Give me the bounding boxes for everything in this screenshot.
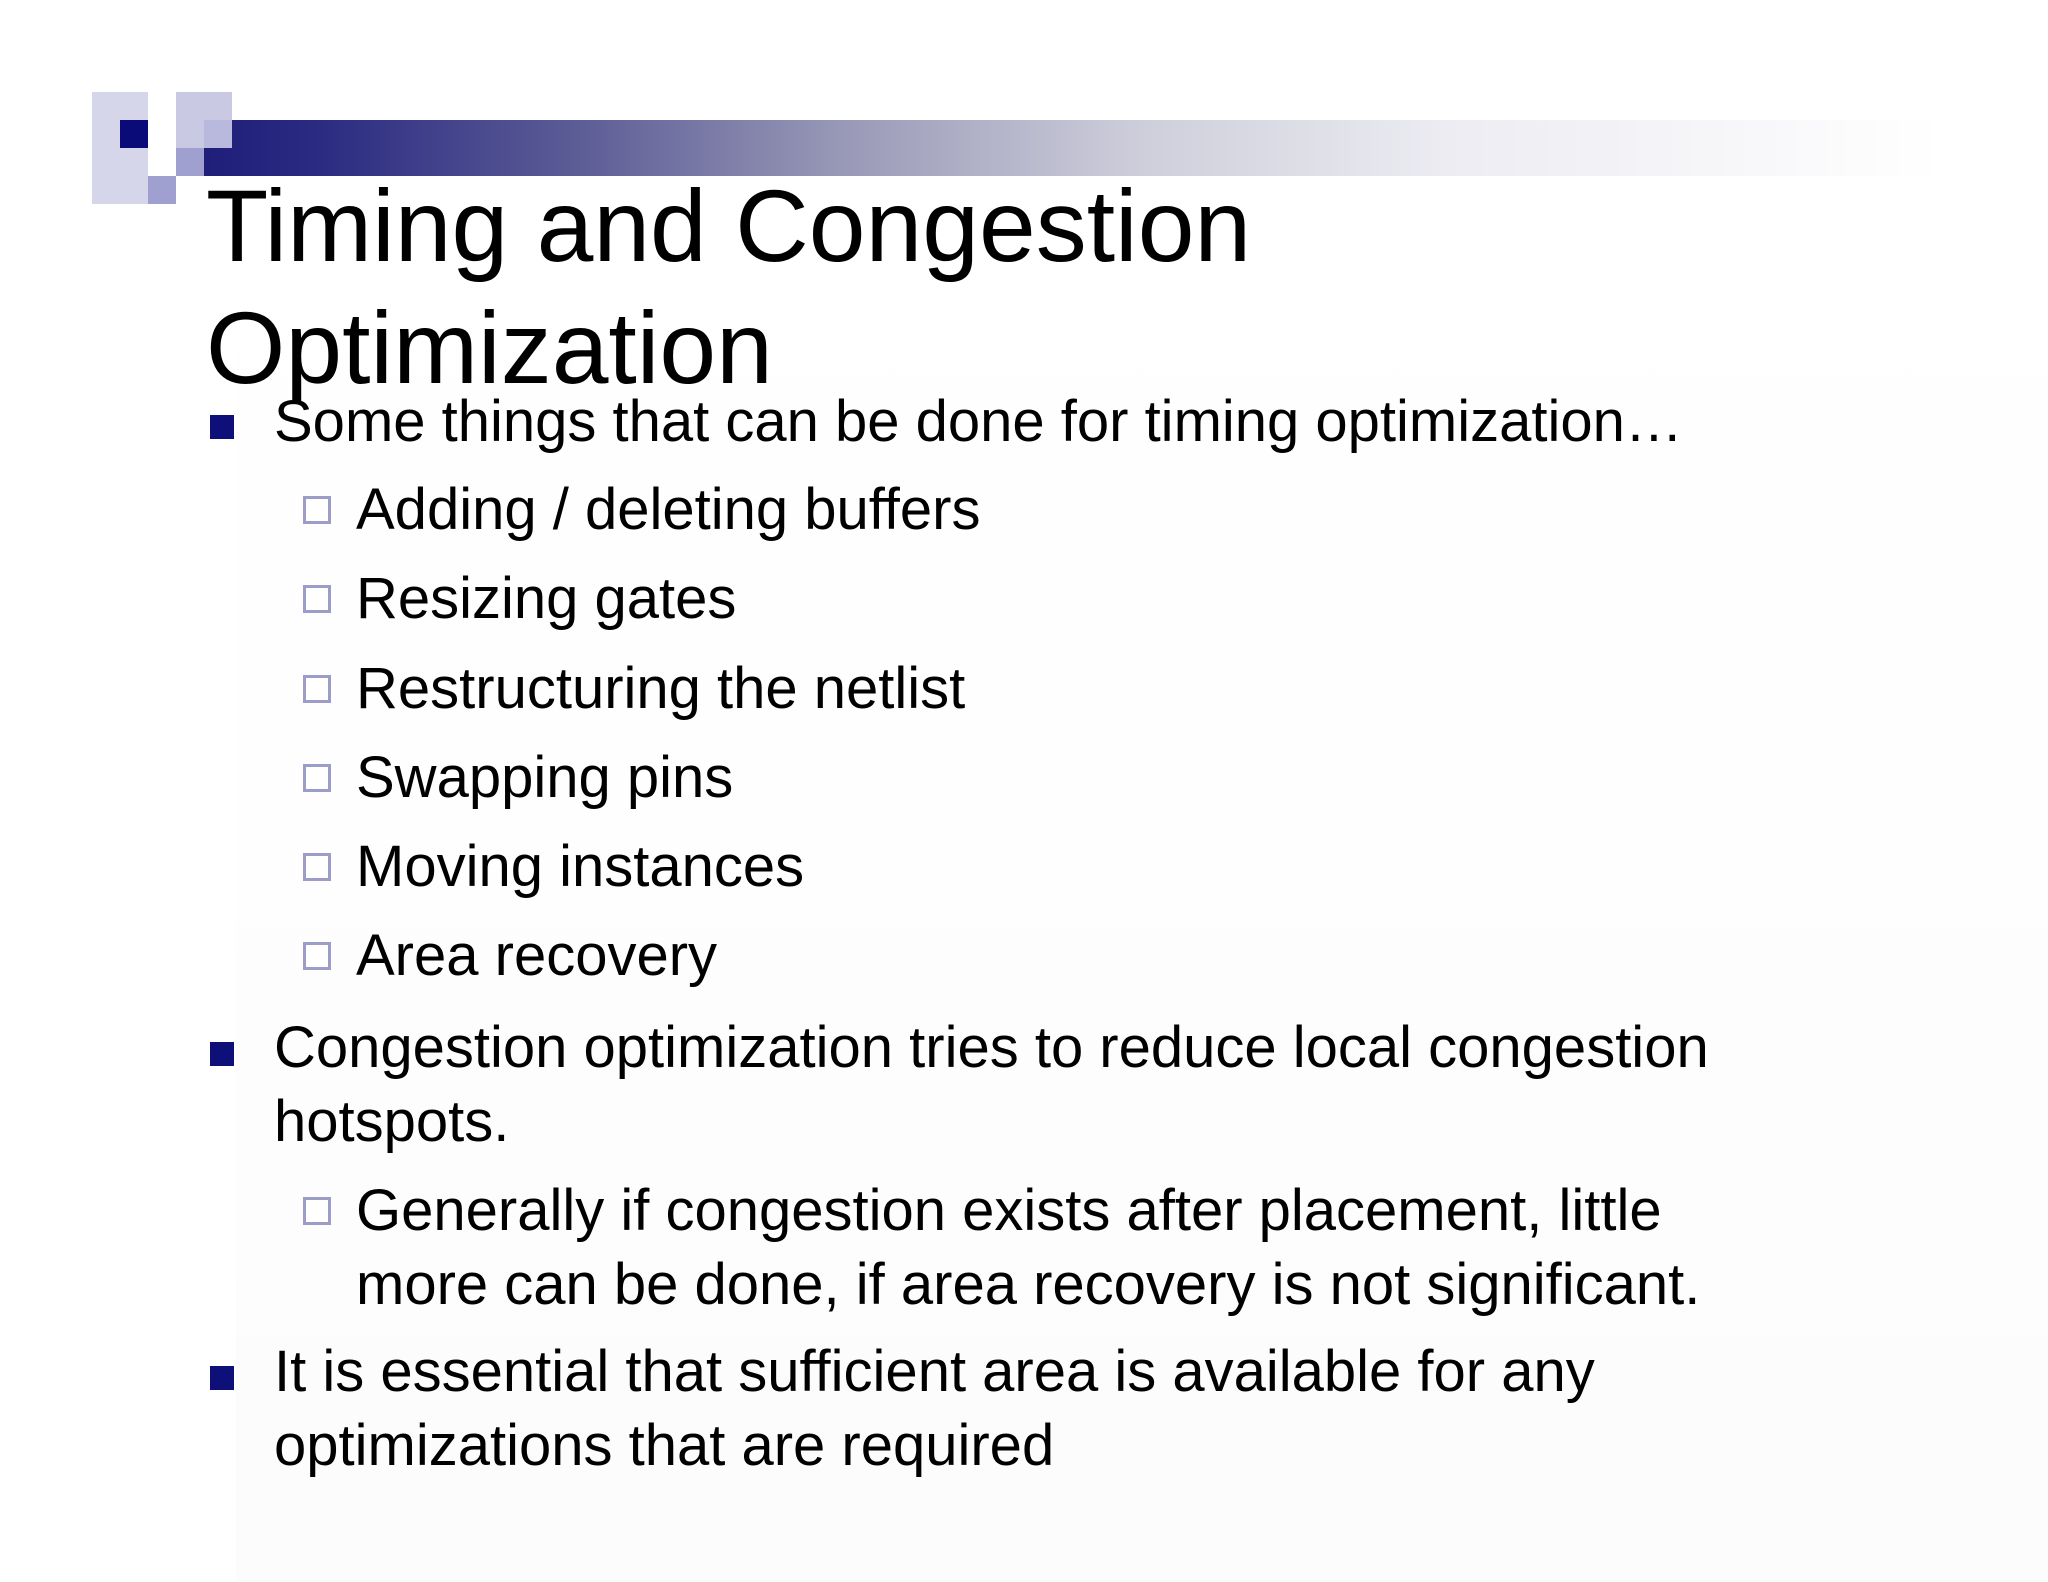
bullet-line: optimizations that are required (274, 1413, 1055, 1478)
hollow-square-icon (303, 585, 331, 613)
bullet-item (274, 1335, 1834, 1483)
sub-bullet-line: Generally if congestion exists after placement, little (356, 1178, 1662, 1243)
hollow-square-icon (303, 675, 331, 703)
decorative-square (92, 92, 148, 204)
bullet-line: Congestion optimization tries to reduce local congestion (274, 1015, 1709, 1080)
filled-square-icon (210, 415, 234, 439)
sub-bullet-item: Adding / deleting buffers (356, 477, 981, 542)
decorative-square (204, 120, 232, 148)
slide-title-line-1: Timing and Congestion (206, 169, 1252, 283)
sub-bullet-item (356, 1174, 1856, 1322)
slide-title-line-2: Optimization (206, 291, 773, 405)
bullet-line: It is essential that sufficient area is available for any (274, 1339, 1595, 1404)
filled-square-icon (210, 1042, 234, 1066)
sub-bullet-item: Resizing gates (356, 566, 737, 631)
decorative-square-dark (120, 120, 148, 148)
slide-title (206, 165, 1806, 409)
filled-square-icon (210, 1366, 234, 1390)
decorative-square (176, 148, 204, 176)
sub-bullet-item: Restructuring the netlist (356, 656, 966, 721)
bullet-line: hotspots. (274, 1089, 510, 1154)
hollow-square-icon (303, 853, 331, 881)
sub-bullet-item: Moving instances (356, 834, 805, 899)
sub-bullet-item: Area recovery (356, 923, 718, 988)
hollow-square-icon (303, 496, 331, 524)
hollow-square-icon (303, 764, 331, 792)
bullet-item: Some things that can be done for timing optimization… (274, 389, 1683, 454)
sub-bullet-line: more can be done, if area recovery is not significant. (356, 1252, 1701, 1317)
bullet-item (274, 1011, 1834, 1159)
hollow-square-icon (303, 942, 331, 970)
decorative-square (148, 92, 176, 120)
decorative-square (148, 176, 176, 204)
sub-bullet-item: Swapping pins (356, 745, 734, 810)
hollow-square-icon (303, 1197, 331, 1225)
